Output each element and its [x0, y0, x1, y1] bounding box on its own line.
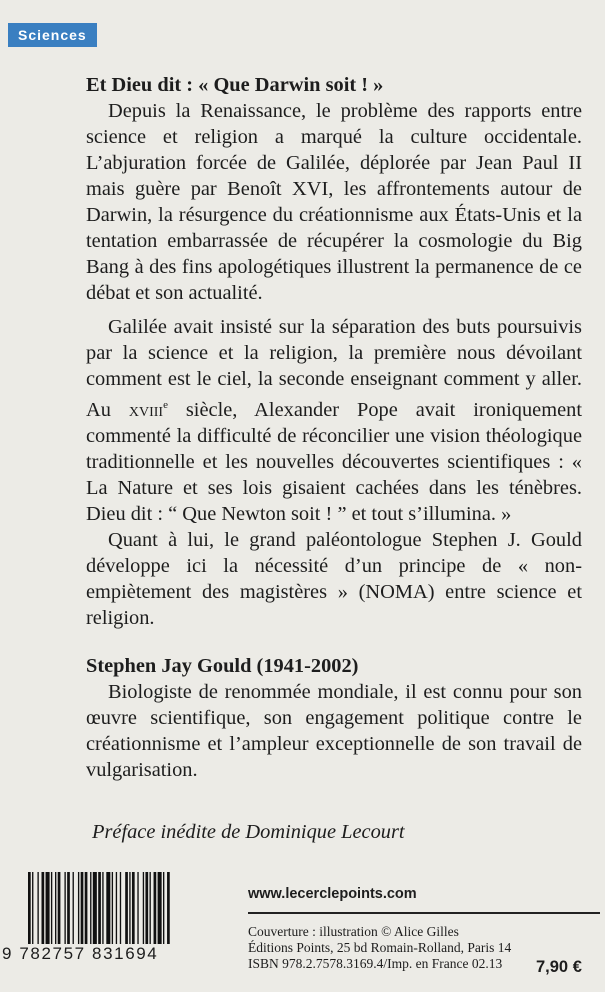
barcode-bar: [132, 872, 135, 944]
barcode-bar: [90, 872, 91, 944]
category-tag: Sciences: [8, 23, 97, 47]
barcode-bar: [81, 872, 84, 944]
barcode-bar: [37, 872, 38, 944]
footer-divider: [248, 912, 600, 914]
century-numeral: xviii: [128, 398, 164, 421]
price: 7,90 €: [536, 958, 582, 976]
isbn-barcode: [28, 872, 228, 944]
blurb-paragraph-2-end: siècle, Alexander Pope avait ironiquement commenté la difficulté de réconcilier une vision théologique traditionnelle et les nouvelles découvertes scientifiques : « La Nature et ses lois gisaient cachées dans les ténèbres. Dieu dit : “ Que Newton soit ! ” et tout s’illumina. »: [86, 398, 582, 525]
barcode-bar: [143, 872, 144, 944]
barcode-bar: [163, 872, 164, 944]
barcode-bar: [102, 872, 103, 944]
century-superscript: e: [163, 399, 168, 411]
barcode-bar: [46, 872, 50, 944]
barcode-bar: [129, 872, 130, 944]
blurb-paragraph-3: Quant à lui, le grand paléontologue Stephen J. Gould développe ici la nécessité d’un principe de « non-empiètement des magistères » (NOMA) entre science et religion.: [86, 528, 582, 629]
barcode-bar: [58, 872, 61, 944]
blurb-paragraph-1: Depuis la Renaissance, le problème des rapports entre science et religion a marqué la culture occidentale. L’abjuration forcée de Galilée, déplorée par Jean Paul II mais guère par Benoît XVI, les affrontements autour de Darwin, la résurgence du créationnisme aux États-Unis et la tentation embarrassée de récupérer la cosmologie du Big Bang à des fins apologétiques illustrent la permanence de ce débat et son actualité.: [86, 100, 582, 304]
isbn-line: ISBN 978.2.7578.3169.4/Imp. en France 02.13: [248, 956, 503, 971]
barcode-bar: [28, 872, 31, 944]
blurb-paragraph-2: [86, 314, 582, 527]
barcode-bar: [154, 872, 157, 944]
barcode-bar: [137, 872, 138, 944]
blurb: [86, 72, 582, 845]
publisher-address: Éditions Points, 25 bd Romain-Rolland, Paris 14: [248, 940, 512, 955]
barcode-bar: [167, 872, 170, 944]
barcode-bar: [158, 872, 162, 944]
credits-block: [248, 924, 511, 972]
preface-credit: Préface inédite de Dominique Lecourt: [92, 820, 405, 843]
cover-credit: Couverture : illustration © Alice Gilles: [248, 924, 459, 939]
barcode-bar: [55, 872, 56, 944]
barcode-bar: [78, 872, 79, 944]
barcode-bar: [150, 872, 151, 944]
blurb-title: Et Dieu dit : « Que Darwin soit ! »: [86, 74, 384, 96]
barcode-bar: [106, 872, 110, 944]
author-bio: Biologiste de renommée mondiale, il est connu pour son œuvre scientifique, son engagement politique contre le créationnisme et l’ampleur exceptionnelle de son travail de vulgarisation.: [86, 680, 582, 781]
barcode-bar: [32, 872, 33, 944]
barcode-bar: [125, 872, 128, 944]
barcode-bar: [51, 872, 52, 944]
barcode-bar: [67, 872, 70, 944]
barcode-bar: [64, 872, 65, 944]
barcode-bar: [93, 872, 97, 944]
barcode-number: 9 782757 831694: [2, 944, 159, 963]
blurb-paragraph-2-start: Galilée avait insisté sur la séparation des buts poursuivis par la science et la religion, la première nous dévoilant comment est le ciel, la seconde enseignant comment y aller. Au: [86, 316, 582, 421]
barcode-bar: [120, 872, 121, 944]
barcode-bar: [73, 872, 74, 944]
author-heading: Stephen Jay Gould (1941-2002): [86, 654, 359, 677]
barcode-bar: [116, 872, 117, 944]
barcode-bar: [112, 872, 113, 944]
publisher-website: www.lecerclepoints.com: [248, 886, 417, 902]
barcode-bar: [145, 872, 148, 944]
barcode-bar: [98, 872, 101, 944]
barcode-bar: [85, 872, 88, 944]
barcode-bar: [42, 872, 45, 944]
